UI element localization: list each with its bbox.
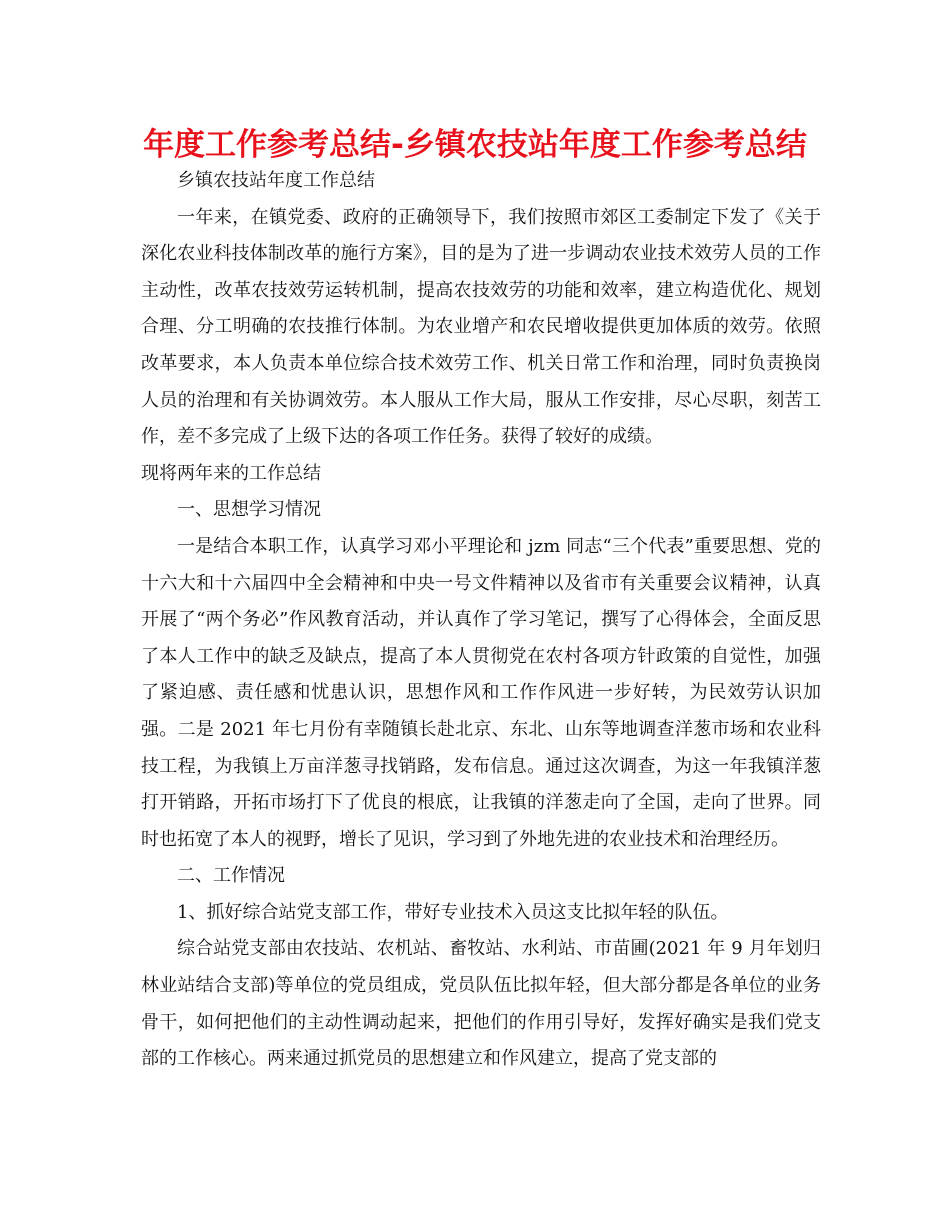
subtitle-paragraph: 乡镇农技站年度工作总结	[177, 170, 375, 191]
thought-study-paragraph: 一是结合本职工作，认真学习邓小平理论和 jzm 同志“三个代表”重要思想、党的十六大和十六届四中全会精神和中央一号文件精神以及省市有关重要会议精神，认真开展了“两个务必”作风教育活动，并认真作了学习笔记，撰写了心得体会，全面反思了本人工作中的缺乏及缺点，提高了本人贯彻党在农村各项方针政策的自觉性，加强了紧迫感、责任感和忧患认识，思想作风和工作作风进一步好转，为民效劳认识加强。二是 2021 年七月份有幸随镇长赴北京、东北、山东等地调查洋葱市场和农业科技工程，为我镇上万亩洋葱寻找销路，发布信息。通过这次调查，为这一年我镇洋葱打开销路，开拓市场打下了优良的根底，让我镇的洋葱走向了全国，走向了世界。同时也拓宽了本人的视野，增长了见识，学习到了外地先进的农业技术和治理经历。	[141, 535, 821, 850]
section-heading-thought-study: 一、思想学习情况	[177, 499, 321, 521]
document-title: 年度工作参考总结-乡镇农技站年度工作参考总结	[143, 127, 807, 163]
work-item-1-heading: 1、抓好综合站党支部工作，带好专业技术入员这支比拟年轻的队伍。	[177, 901, 729, 923]
document-body	[141, 163, 821, 1078]
summary-lead-paragraph: 现将两年来的工作总结	[141, 462, 321, 484]
intro-paragraph: 一年来，在镇党委、政府的正确领导下，我们按照市郊区工委制定下发了《关于深化农业科技体制改革的施行方案》，目的是为了进一步调动农业技术效劳人员的工作主动性，改革农技效劳运转机制，提高农技效劳的功能和效率，建立构造优化、规划合理、分工明确的农技推行体制。为农业增产和农民增收提供更加体质的效劳。依照改革要求，本人负责本单位综合技术效劳工作、机关日常工作和治理，同时负责换岗人员的治理和有关协调效劳。本人服从工作大局，服从工作安排，尽心尽职，刻苦工作，差不多完成了上级下达的各项工作任务。获得了较好的成绩。	[141, 206, 821, 448]
party-branch-paragraph: 综合站党支部由农技站、农机站、畜牧站、水利站、市苗圃(2021 年 9 月年划归林业站结合支部)等单位的党员组成，党员队伍比拟年轻，但大部分都是各单位的业务骨干，如何把他们的主动性调动起来，把他们的作用引导好，发挥好确实是我们党支部的工作核心。两来通过抓党员的思想建立和作风建立，提高了党支部的	[141, 938, 821, 1070]
section-heading-work: 二、工作情况	[177, 865, 285, 887]
